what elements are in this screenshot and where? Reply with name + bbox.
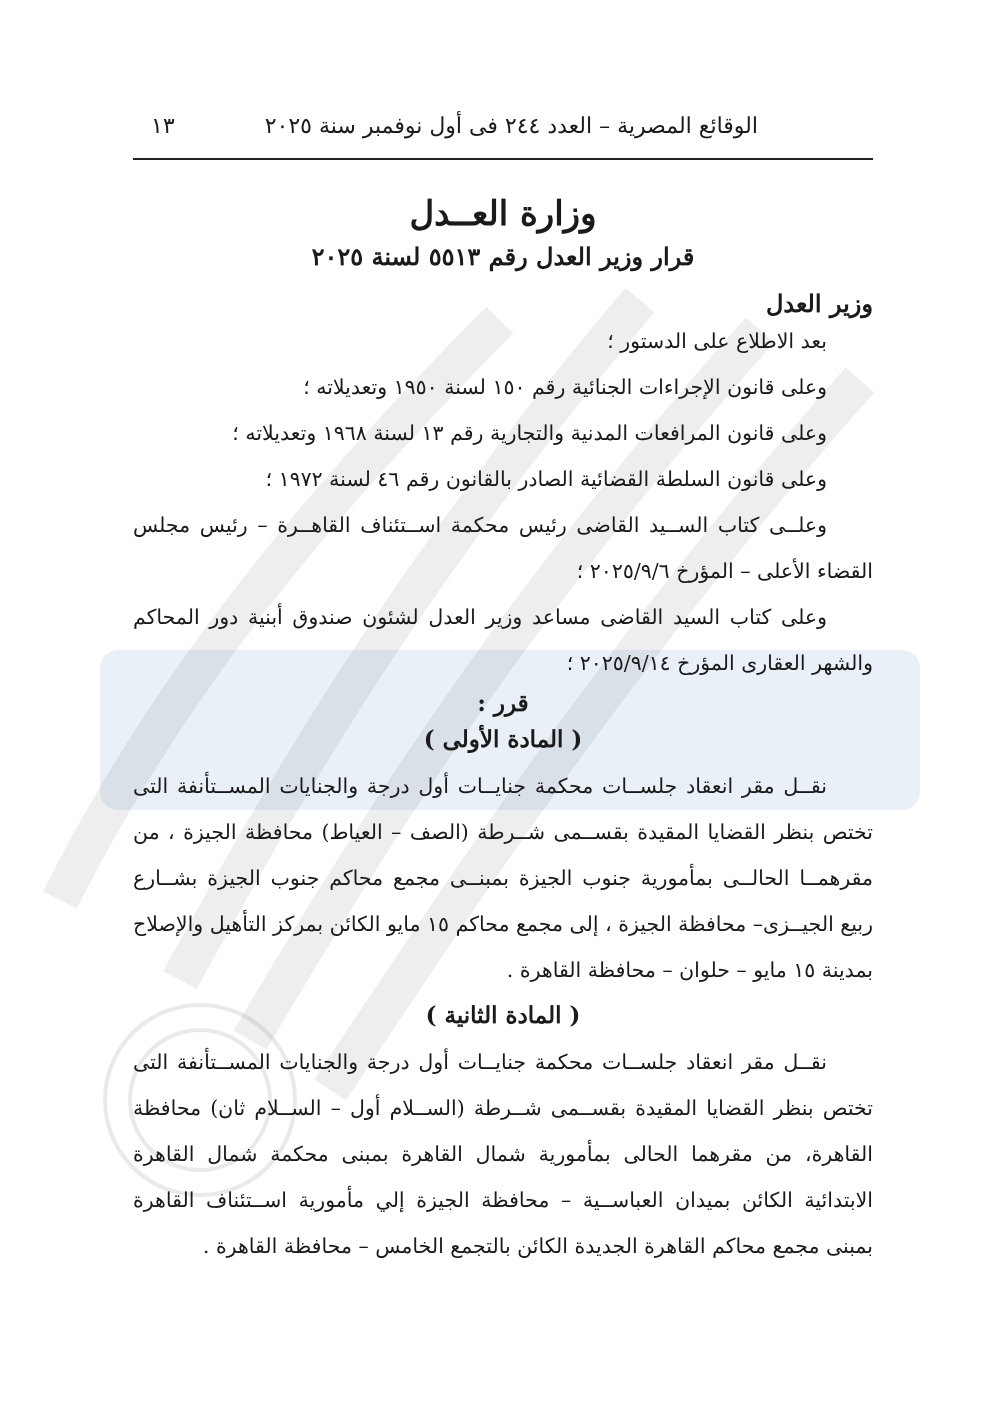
article-2 <box>133 993 873 1269</box>
decided-heading: قرر : <box>477 690 529 717</box>
page-number: ١٣ <box>151 114 175 139</box>
running-header <box>133 100 873 160</box>
decree-title: قرار وزير العدل رقم ٥٥١٣ لسنة ٢٠٢٥ <box>311 242 695 271</box>
preamble-item: وعلى قانون السلطة القضائية الصادر بالقانون رقم ٤٦ لسنة ١٩٧٢ ؛ <box>265 467 827 491</box>
preamble-item: وعلى قانون المرافعات المدنية والتجارية رقم ١٣ لسنة ١٩٦٨ وتعديلاته ؛ <box>232 421 827 445</box>
article-text: نقــل مقر انعقاد جلســات محكمة جنايــات أول درجة والجنايات المســتأنفة التى تختص بنظر القضايا المقيدة بقســمى شــرطة (الســلام أول – الســلام ثان) محافظة القاهرة، من مقرهما الحالى بمأمورية شمال القاهرة بمبنى محكمة شمال القاهرة الابتدائية الكائن بميدان العباســية – محافظة الجيزة إلي مأمورية اســتئناف القاهرة بمبنى مجمع محاكم القاهرة الجديدة الكائن بالتجمع الخامس – محافظة القاهرة . <box>133 1050 873 1258</box>
article-1 <box>133 717 873 993</box>
article-text: نقــل مقر انعقاد جلســات محكمة جنايــات أول درجة والجنايات المســتأنفة التى تختص بنظر القضايا المقيدة بقســمى شــرطة (الصف – العياط) محافظة الجيزة ، من مقرهمــا الحالــى بمأمورية جنوب الجيزة بمبنــى مجمع محاكم جنوب الجيزة بشــارع ربيع الجيــزى– محافظة الجيزة ، إلى مجمع محاكم ١٥ مايو الكائن بمركز التأهيل والإصلاح بمدينة ١٥ مايو – حلوان – محافظة القاهرة . <box>133 774 873 982</box>
running-header-text: الوقائع المصرية – العدد ٢٤٤ فى أول نوفمبر سنة ٢٠٢٥ <box>264 114 758 139</box>
preamble-item: وعلى كتاب السيد القاضى مساعد وزير العدل لشئون صندوق أبنية دور المحاكم والشهر العقارى المؤرخ ٢٠٢٥/٩/١٤ ؛ <box>133 605 873 675</box>
gazette-page <box>133 100 873 1269</box>
article-title: ( المادة الأولى ) <box>423 726 583 753</box>
ministry-title: وزارة العــدل <box>409 194 597 234</box>
preamble-item: بعد الاطلاع على الدستور ؛ <box>607 329 827 353</box>
preamble-item: وعلى قانون الإجراءات الجنائية رقم ١٥٠ لسنة ١٩٥٠ وتعديلاته ؛ <box>303 375 827 399</box>
preamble <box>133 318 873 686</box>
preamble-item: وعلــى كتاب الســيد القاضى رئيس محكمة اســتئناف القاهــرة – رئيس مجلس القضاء الأعلى – المؤرخ ٢٠٢٥/٩/٦ ؛ <box>133 513 873 583</box>
article-title: ( المادة الثانية ) <box>425 1002 581 1029</box>
issuer-heading: وزير العدل <box>765 289 873 318</box>
